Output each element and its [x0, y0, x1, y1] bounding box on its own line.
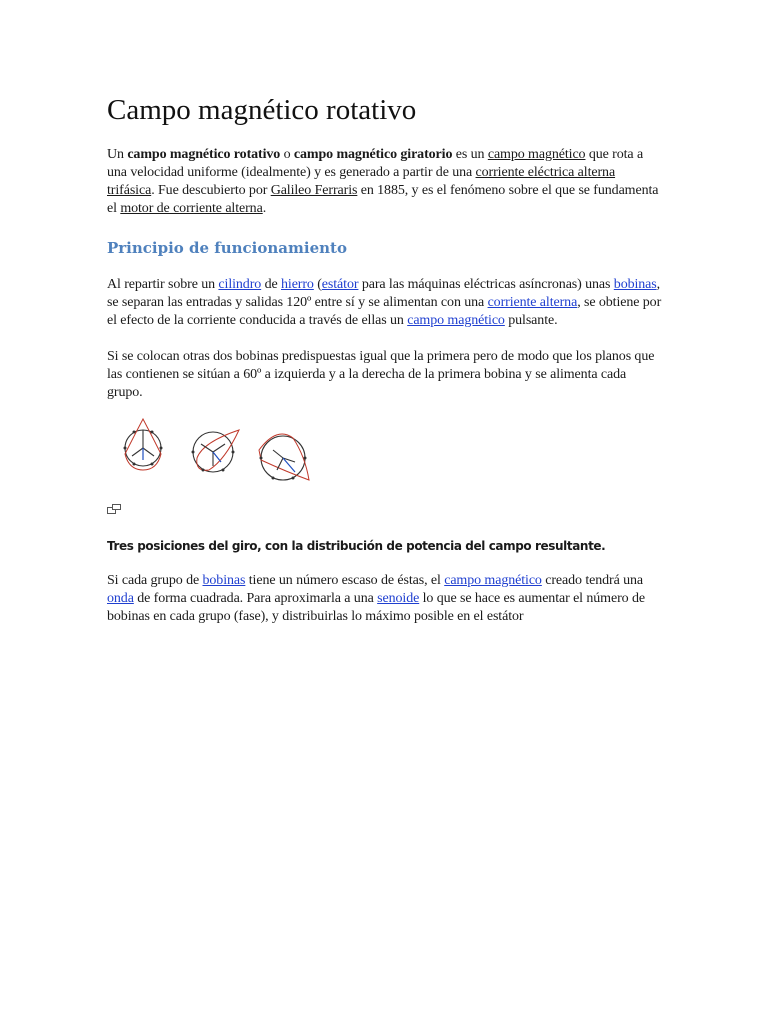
link-motor-corriente-alterna[interactable]: motor de corriente alterna	[120, 201, 263, 216]
link-corriente-alterna-trifasica[interactable]: corriente eléctrica alterna trifásica	[107, 165, 616, 198]
term-campo-magnetico-giratorio: campo magnético giratorio	[293, 147, 453, 162]
principle-paragraph: Al repartir sobre un cilindro de hierro (estátor para las máquinas eléctricas asíncronas) unas bobinas, se separan las entradas y salidas 120º entre sí y se alimentan con una corriente alterna, se obtiene por el efecto de la corriente conducida a través de ellas un campo magnético pulsante.	[107, 277, 662, 328]
term-campo-magnetico-rotativo: campo magnético rotativo	[127, 147, 281, 162]
link-campo-magnetico[interactable]: campo magnético	[487, 147, 586, 162]
rotation-figure	[107, 416, 317, 488]
figure-caption: Tres posiciones del giro, con la distribución de potencia del campo resultante.	[107, 539, 606, 553]
section-heading: Principio de funcionamiento	[107, 239, 347, 257]
link-bobinas-2[interactable]: bobinas	[202, 573, 246, 588]
coils-paragraph: Si se colocan otras dos bobinas predispuestas igual que la primera pero de modo que los planos que las contienen se sitúan a 60º a izquierda y a la derecha de la primera bobina y se alimenta cada grupo.	[107, 349, 655, 400]
link-bobinas[interactable]: bobinas	[613, 277, 657, 292]
link-onda[interactable]: onda	[107, 591, 134, 606]
link-estator[interactable]: estátor	[321, 277, 359, 292]
page-title: Campo magnético rotativo	[107, 94, 417, 126]
link-senoide[interactable]: senoide	[377, 591, 420, 606]
enlarge-icon[interactable]	[107, 502, 121, 514]
conclusion-paragraph: Si cada grupo de bobinas tiene un número escaso de éstas, el campo magnético creado tendrá una onda de forma cuadrada. Para aproximarla a una senoide lo que se hace es aumentar el número de bobinas en cada grupo (fase), y distribuirlas lo máximo posible en el estátor	[107, 573, 645, 624]
link-galileo-ferraris[interactable]: Galileo Ferraris	[270, 183, 358, 198]
position-1-diagram	[124, 419, 163, 470]
field-rotation-diagram	[117, 416, 317, 488]
position-3-diagram	[259, 434, 309, 480]
link-corriente-alterna[interactable]: corriente alterna	[487, 295, 578, 310]
link-campo-magnetico-3[interactable]: campo magnético	[444, 573, 542, 588]
link-cilindro[interactable]: cilindro	[218, 277, 262, 292]
position-2-diagram	[192, 430, 240, 472]
enlarge-icon-glyph	[107, 503, 121, 515]
link-campo-magnetico-2[interactable]: campo magnético	[407, 313, 505, 328]
article	[107, 92, 663, 626]
link-hierro[interactable]: hierro	[281, 277, 314, 292]
intro-paragraph: Un campo magnético rotativo o campo magnético giratorio es un campo magnético que rota a una velocidad uniforme (idealmente) y es generado a partir de una corriente eléctrica alterna trifásica. Fue descubierto por Galileo Ferraris en 1885, y es el fenómeno sobre el que se fundamenta el motor de corriente alterna.	[107, 147, 659, 216]
